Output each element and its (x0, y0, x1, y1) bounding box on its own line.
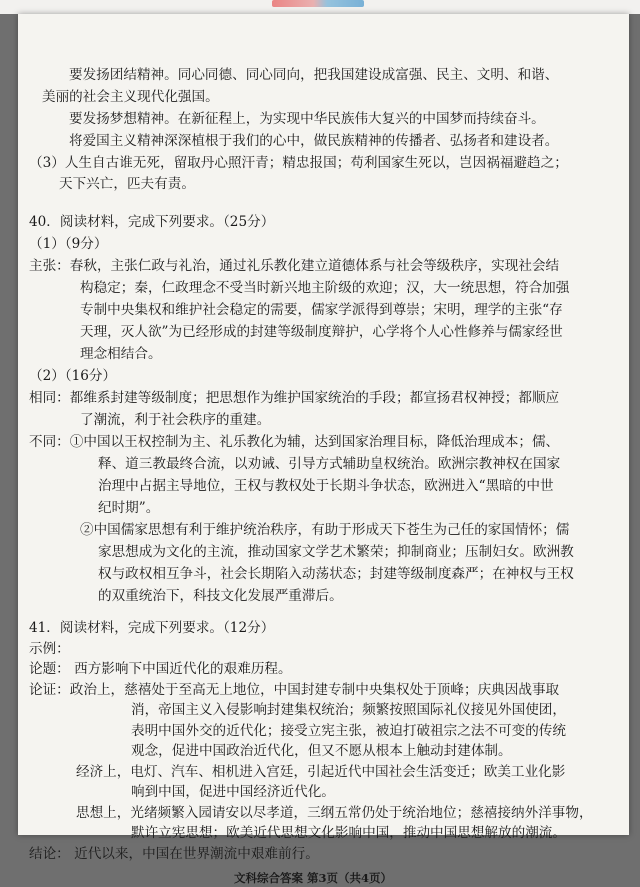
q40-ans1-line3: 专制中央集权和维护社会稳定的需要，儒家学派得到尊崇；宋明，理学的主张“存 (80, 302, 563, 318)
q40-ans1-line2: 构稳定；秦，仁政理念不受当时新兴地主阶级的欢迎；汉，大一统思想，符合加强 (80, 280, 570, 296)
q40-same-line1: 相同：都维系封建等级制度；把思想作为维护国家统治的手段；都宣扬君权神授；都顺应 (29, 390, 560, 406)
q40-diff-line5: ②中国儒家思想有利于维护统治秩序，有助于形成天下苍生为己任的家国情怀；儒 (80, 522, 570, 538)
s1-p2: 要发扬梦想精神。在新征程上，为实现中华民族伟大复兴的中国梦而持续奋斗。 (69, 111, 545, 127)
q41-economy-line1: 经济上，电灯、汽车、相机进入宫廷，引起近代中国社会生活变迁；欧美工业化影 (76, 763, 566, 780)
q40-ans1-line4: 天理，灭人欲”为已经形成的封建等级制度辩护，心学将个人心性修养与儒家经世 (80, 324, 563, 340)
q41-thesis: 论题： 西方影响下中国近代化的艰难历程。 (29, 661, 292, 677)
q41-thought-line2: 默许立宪思想；欧美近代思想文化影响中国，推动中国思想解放的潮流。 (131, 825, 566, 841)
q41-economy-line2: 响到中国，促进中国经济近代化。 (131, 784, 335, 800)
q40-diff-line7: 权与政权相互争斗，社会长期陷入动荡状态；封建等级制度森严；在神权与王权 (98, 566, 574, 582)
q41-thought-line1: 思想上，光绪频繁入园请安以尽孝道，三纲五常仍处于统治地位；慈禧接纳外洋事物， (76, 804, 593, 821)
q41-politics-line1: 论证：政治上，慈禧处于至高无上地位，中国封建专制中央集权处于顶峰；庆典因战事取 (29, 681, 560, 698)
q40-part1-label: （1）（9分） (29, 236, 108, 252)
q41-politics-line4: 观念，促进中国政治近代化，但又不愿从根本上触动封建体制。 (131, 743, 512, 759)
q40-same-line2: 了潮流，利于社会秩序的重建。 (80, 412, 271, 428)
q40-diff-line8: 的双重统治下，科技文化发展严重滞后。 (98, 588, 343, 604)
q40-ans1-line1: 主张：春秋，主张仁政与礼治，通过礼乐教化建立道德体系与社会等级秩序，实现社会结 (29, 258, 560, 274)
s1-p4-line1: （3）人生自古谁无死，留取丹心照汗青；精忠报国；苟利国家生死以，岂因祸福避趋之； (29, 155, 568, 171)
s1-p4-line2: 天下兴亡，匹夫有责。 (59, 176, 195, 192)
s1-p1-line2: 美丽的社会主义现代化强国。 (42, 89, 219, 105)
page-footer: 文科综合答案 第3页（共4页） (234, 871, 393, 885)
q40-diff-line6: 家思想成为文化的主流，推动国家文学艺术繁荣；抑制商业；压制妇女。欧洲教 (98, 544, 574, 560)
q40-diff-line2: 释、道三教最终合流，以劝诫、引导方式辅助皇权统治。欧洲宗教神权在国家 (98, 456, 561, 472)
answer-page (18, 14, 629, 885)
q40-ans1-line5: 理念相结合。 (80, 346, 162, 362)
q41-title: 41．阅读材料，完成下列要求。（12分） (29, 620, 275, 636)
q40-title: 40．阅读材料，完成下列要求。（25分） (29, 214, 275, 230)
q40-diff-line4: 纪时期”。 (98, 500, 160, 516)
q40-diff-line1: 不同：①中国以王权控制为主、礼乐教化为辅，达到国家治理目标，降低治理成本；儒、 (29, 434, 560, 450)
header-logo (272, 0, 364, 7)
q41-politics-line3: 表明中国外交的近代化；接受立宪主张，被迫打破祖宗之法不可变的传统 (131, 722, 566, 739)
q41-politics-line2: 消，帝国主义入侵影响封建集权统治；频繁按照国际礼仪接见外国使团， (131, 702, 566, 718)
s1-p1-line1: 要发扬团结精神。同心同德、同心同向，把我国建设成富强、民主、文明、和谐、 (69, 67, 559, 83)
q40-part2-label: （2）（16分） (29, 368, 117, 384)
q40-diff-line3: 治理中占据主导地位，王权与教权处于长期斗争状态，欧洲进入“黑暗的中世 (98, 478, 554, 494)
s1-p3: 将爱国主义精神深深植根于我们的心中，做民族精神的传播者、弘扬者和建设者。 (69, 133, 559, 149)
q41-conclusion: 结论： 近代以来，中国在世界潮流中艰难前行。 (29, 845, 319, 862)
q41-example-label: 示例： (29, 640, 70, 657)
